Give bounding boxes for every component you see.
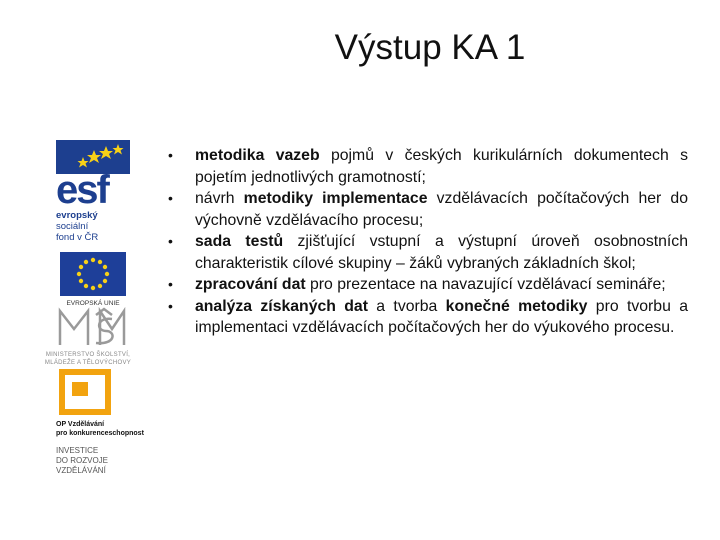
item-text: vzdělávacích počítačových her do výchovně vzdělávacího procesu;	[195, 190, 688, 229]
item-text: pro prezentace na navazující vzdělávací semináře;	[305, 276, 666, 293]
list-item	[168, 274, 688, 296]
msmt-logo	[28, 305, 148, 365]
bullet-icon: •	[168, 276, 173, 292]
bold-term: analýza získaných dat	[195, 297, 368, 315]
invest-caption-line: DO ROZVOJE	[56, 456, 109, 465]
esf-caption	[56, 210, 98, 243]
bold-term: sada testů	[195, 233, 284, 250]
msmt-mark-icon	[56, 305, 130, 349]
slide-title: Výstup KA 1	[334, 28, 526, 67]
item-text: zjišťující vstupní a výstupní úroveň osobnostních charakteristik cílové skupiny – žáků vybraných základních škol;	[195, 233, 688, 272]
esf-caption-line: fond v ČR	[56, 232, 99, 243]
msmt-label-line: MLÁDEŽE A TĚLOVÝCHOVY	[44, 360, 132, 366]
output-list	[168, 145, 688, 339]
op-vk-caption	[56, 420, 146, 438]
bold-term: zpracování dat	[195, 276, 306, 293]
bold-term: metodika vazeb	[195, 147, 320, 164]
invest-caption-line: VZDĚLÁVÁNÍ	[56, 466, 106, 475]
list-item	[168, 188, 688, 231]
bullet-icon: •	[168, 233, 173, 249]
invest-caption-line: INVESTICE	[56, 446, 99, 455]
bullet-icon: •	[168, 147, 173, 163]
logos-column	[28, 140, 148, 485]
esf-logo	[56, 140, 130, 244]
list-item	[168, 145, 688, 188]
item-text: pro tvorbu a implementaci vzdělávacích počítačových her do výukového procesu.	[195, 297, 688, 336]
eu-flag-icon	[60, 252, 126, 296]
list-item	[168, 231, 688, 274]
item-text: pojmů v českých kurikulárních dokumentech s pojetím jednotlivých gramotností;	[195, 147, 688, 186]
bullet-icon: •	[168, 190, 173, 206]
invest-caption	[56, 446, 146, 476]
msmt-label-line: MINISTERSTVO ŠKOLSTVÍ,	[45, 352, 131, 358]
eu-logo	[56, 252, 130, 312]
esf-caption-line: evropský	[56, 210, 98, 221]
op-vk-mark-icon	[58, 368, 114, 416]
item-text: návrh	[195, 190, 244, 207]
op-vk-logo	[56, 368, 146, 485]
msmt-label	[28, 351, 148, 367]
bullet-icon: •	[168, 297, 173, 314]
eu-label: EVROPSKÁ UNIE	[66, 300, 120, 307]
esf-wordmark: esf	[56, 168, 108, 212]
esf-caption-line: sociální	[56, 221, 89, 232]
bold-term: konečné metodiky	[445, 297, 588, 315]
op-caption-line: pro konkurenceschopnost	[56, 430, 144, 437]
list-item	[168, 296, 688, 339]
bold-term: metodiky implementace	[243, 190, 428, 207]
item-text: a tvorba	[367, 297, 446, 315]
op-caption-line: OP Vzdělávání	[56, 421, 105, 428]
